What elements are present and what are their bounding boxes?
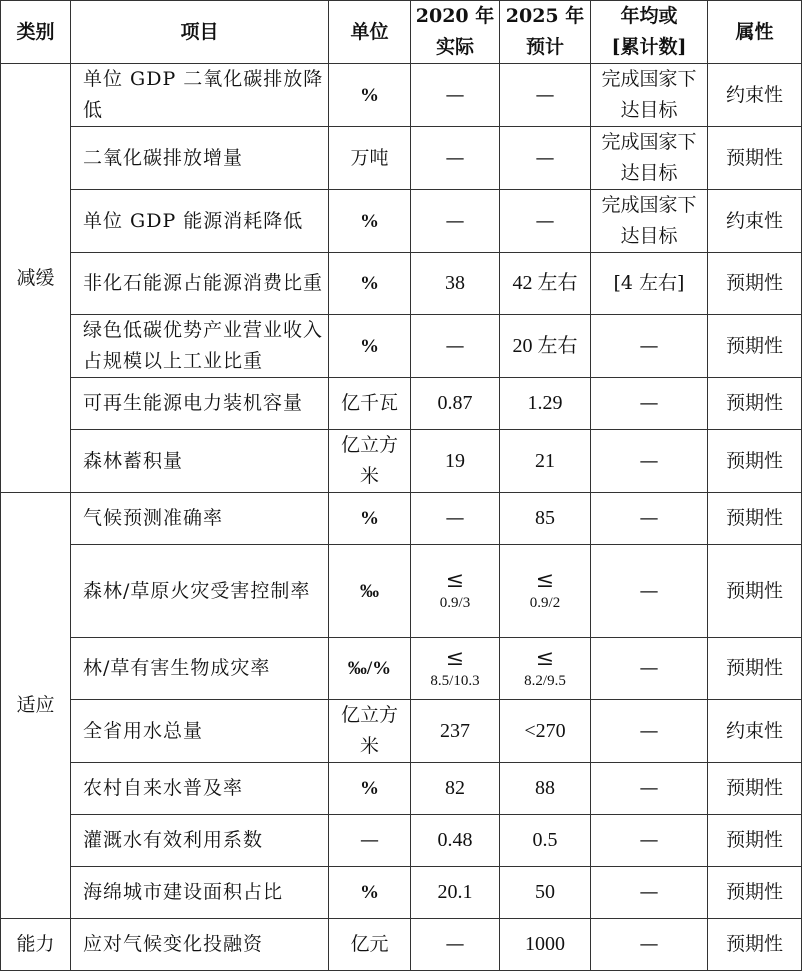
row-2020: — (411, 493, 500, 545)
row-unit: 亿千瓦 (329, 378, 411, 430)
row-2020: — (411, 190, 500, 253)
row-2020: — (411, 127, 500, 190)
row-average: — (591, 700, 708, 763)
row-average: — (591, 867, 708, 919)
row-2025: 50 (500, 867, 591, 919)
row-unit: % (329, 190, 411, 253)
row-attribute: 预期性 (708, 638, 802, 700)
row-average: — (591, 430, 708, 493)
row-average: — (591, 378, 708, 430)
row-2025: 85 (500, 493, 591, 545)
row-average: — (591, 545, 708, 638)
header-2020: 2020 年 实际 (411, 1, 500, 64)
row-attribute: 约束性 (708, 700, 802, 763)
row-2025: — (500, 127, 591, 190)
row-attribute: 预期性 (708, 763, 802, 815)
table-row (1, 638, 802, 700)
row-2020 (411, 638, 500, 700)
row-unit: % (329, 763, 411, 815)
table-row (1, 700, 802, 763)
row-2025: 1000 (500, 919, 591, 971)
row-2025: 0.5 (500, 815, 591, 867)
row-average: — (591, 919, 708, 971)
category-capacity: 能力 (1, 919, 71, 971)
table-row (1, 545, 802, 638)
row-item: 非化石能源占能源消费比重 (71, 253, 329, 315)
row-item: 农村自来水普及率 (71, 763, 329, 815)
category-mitigation: 减缓 (1, 64, 71, 493)
row-item: 可再生能源电力装机容量 (71, 378, 329, 430)
row-2020: 20.1 (411, 867, 500, 919)
table-row (1, 815, 802, 867)
row-unit: 亿立方米 (329, 430, 411, 493)
row-2025: 21 (500, 430, 591, 493)
row-2025: 20 左右 (500, 315, 591, 378)
row-2025 (500, 545, 591, 638)
le-symbol: ≤ (535, 568, 555, 593)
header-row (1, 1, 802, 64)
row-average: — (591, 638, 708, 700)
row-unit: % (329, 493, 411, 545)
header-2025: 2025 年 预计 (500, 1, 591, 64)
row-attribute: 预期性 (708, 815, 802, 867)
row-unit: — (329, 815, 411, 867)
table-row (1, 127, 802, 190)
table-row (1, 253, 802, 315)
category-adaptation: 适应 (1, 493, 71, 919)
row-2025: — (500, 64, 591, 127)
row-2020 (411, 545, 500, 638)
row-item: 单位 GDP 二氧化碳排放降低 (71, 64, 329, 127)
row-2020: 0.48 (411, 815, 500, 867)
header-attribute: 属性 (708, 1, 802, 64)
row-attribute: 预期性 (708, 127, 802, 190)
row-attribute: 预期性 (708, 919, 802, 971)
table-row (1, 190, 802, 253)
header-category: 类别 (1, 1, 71, 64)
header-item: 项目 (71, 1, 329, 64)
row-attribute: 预期性 (708, 430, 802, 493)
row-attribute: 预期性 (708, 493, 802, 545)
row-item: 二氧化碳排放增量 (71, 127, 329, 190)
row-item: 应对气候变化投融资 (71, 919, 329, 971)
value-text: 0.9/2 (529, 595, 561, 611)
table-row (1, 378, 802, 430)
row-average: 完成国家下达目标 (591, 64, 708, 127)
row-2020: 237 (411, 700, 500, 763)
row-unit: 亿元 (329, 919, 411, 971)
row-average: — (591, 315, 708, 378)
row-average: 完成国家下达目标 (591, 127, 708, 190)
row-item: 全省用水总量 (71, 700, 329, 763)
value-text: 8.2/9.5 (524, 672, 566, 689)
row-2025: 88 (500, 763, 591, 815)
row-unit: % (329, 64, 411, 127)
row-average: — (591, 763, 708, 815)
value-text: 8.5/10.3 (430, 672, 480, 689)
row-2025: <270 (500, 700, 591, 763)
row-unit: ‰/% (329, 638, 411, 700)
table-row (1, 315, 802, 378)
value-text: 0.9/3 (439, 595, 471, 611)
header-average: 年均或 [累计数] (591, 1, 708, 64)
table-row (1, 867, 802, 919)
table-row (1, 64, 802, 127)
row-attribute: 预期性 (708, 315, 802, 378)
row-2020: 38 (411, 253, 500, 315)
row-2020: — (411, 315, 500, 378)
row-unit: % (329, 867, 411, 919)
row-attribute: 预期性 (708, 867, 802, 919)
row-item: 灌溉水有效利用系数 (71, 815, 329, 867)
row-item: 气候预测准确率 (71, 493, 329, 545)
table-row (1, 493, 802, 545)
table-row (1, 430, 802, 493)
row-2020: 0.87 (411, 378, 500, 430)
header-unit: 单位 (329, 1, 411, 64)
row-2020: 19 (411, 430, 500, 493)
row-item: 森林蓄积量 (71, 430, 329, 493)
row-item: 林/草有害生物成灾率 (71, 638, 329, 700)
table-row (1, 763, 802, 815)
row-2020: 82 (411, 763, 500, 815)
row-attribute: 预期性 (708, 378, 802, 430)
row-item: 森林/草原火灾受害控制率 (71, 545, 329, 638)
row-unit: % (329, 315, 411, 378)
row-item: 海绵城市建设面积占比 (71, 867, 329, 919)
row-unit: % (329, 253, 411, 315)
row-average: [4 左右] (591, 253, 708, 315)
row-item: 绿色低碳优势产业营业收入占规模以上工业比重 (71, 315, 329, 378)
row-unit: ‰ (329, 545, 411, 638)
row-unit: 万吨 (329, 127, 411, 190)
le-symbol: ≤ (445, 645, 465, 671)
row-2020: — (411, 64, 500, 127)
row-unit: 亿立方米 (329, 700, 411, 763)
le-symbol: ≤ (535, 645, 555, 671)
row-attribute: 约束性 (708, 64, 802, 127)
row-attribute: 预期性 (708, 253, 802, 315)
row-average: 完成国家下达目标 (591, 190, 708, 253)
row-2025: 42 左右 (500, 253, 591, 315)
row-item: 单位 GDP 能源消耗降低 (71, 190, 329, 253)
row-attribute: 预期性 (708, 545, 802, 638)
table-row (1, 919, 802, 971)
row-average: — (591, 493, 708, 545)
row-2025 (500, 638, 591, 700)
row-attribute: 约束性 (708, 190, 802, 253)
row-2025: — (500, 190, 591, 253)
le-symbol: ≤ (445, 568, 465, 593)
row-2020: — (411, 919, 500, 971)
row-2025: 1.29 (500, 378, 591, 430)
row-average: — (591, 815, 708, 867)
